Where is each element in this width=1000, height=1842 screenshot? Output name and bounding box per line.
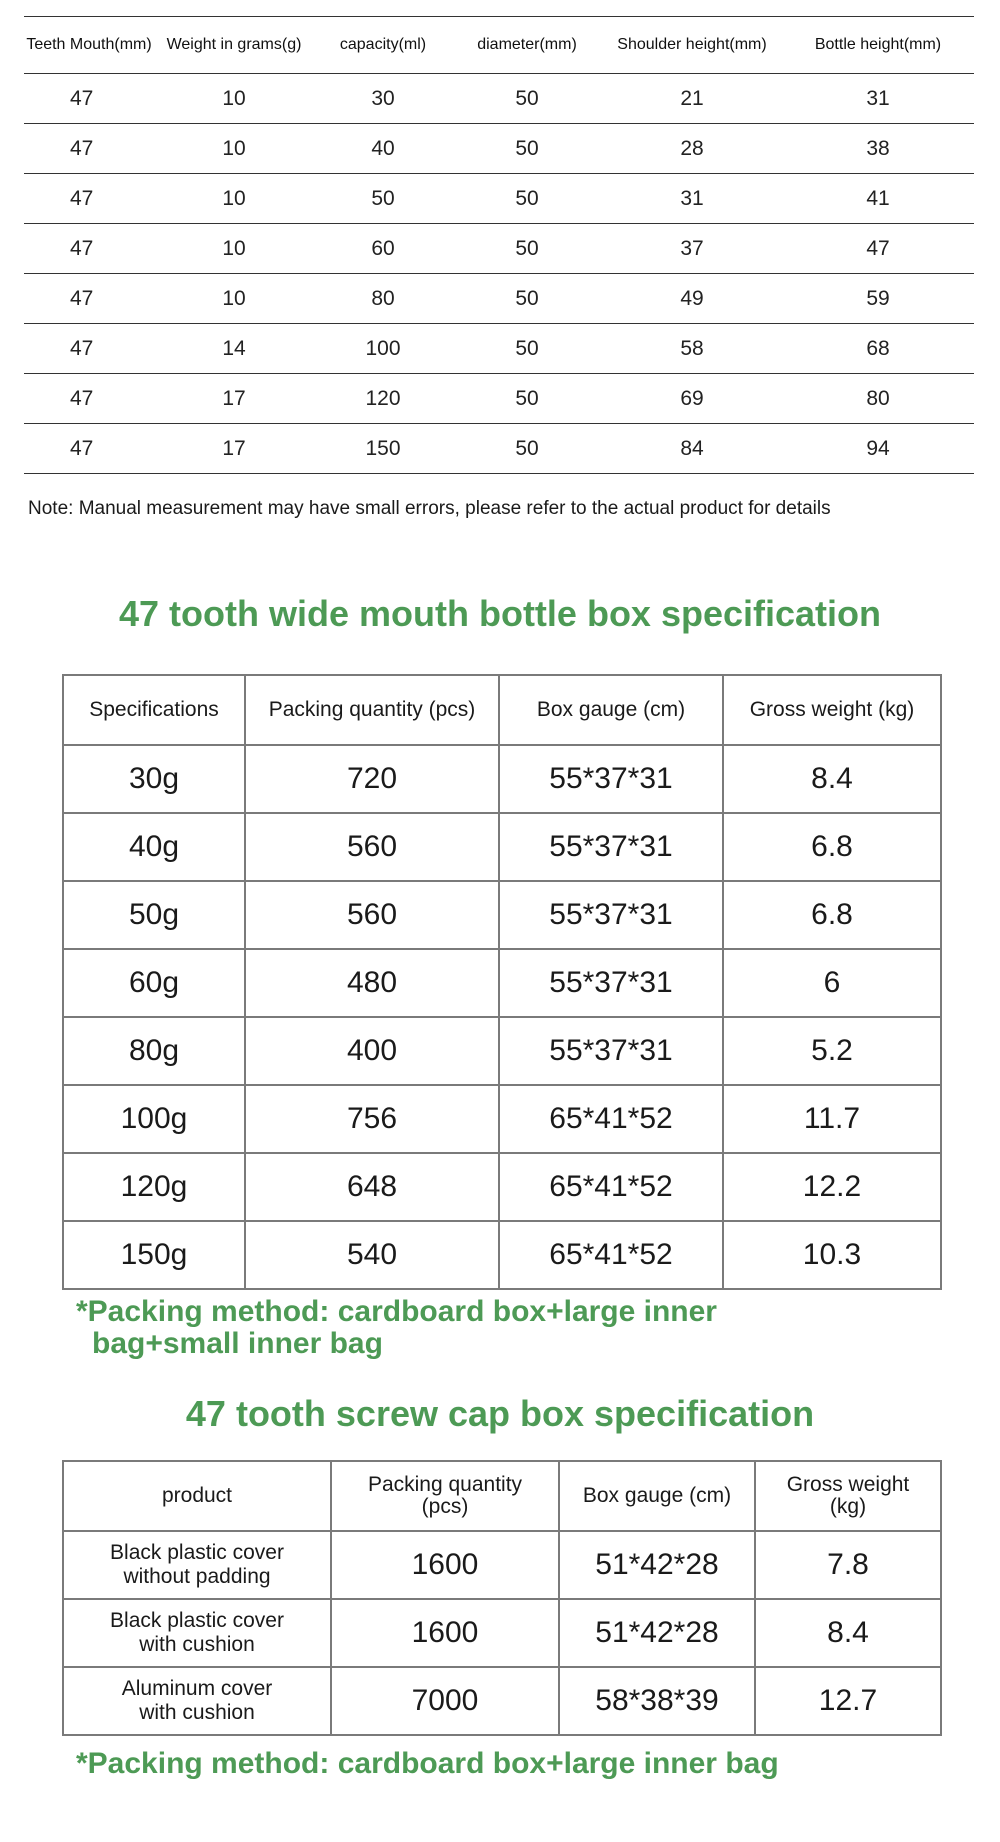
column-header: [63, 1461, 331, 1531]
table-cell: 7000: [331, 1667, 559, 1735]
table-cell: 55*37*31: [499, 949, 723, 1017]
table-cell: 150: [314, 424, 452, 474]
table-cell: 94: [782, 424, 974, 474]
table-cell: 480: [245, 949, 499, 1017]
table-cell: 68: [782, 324, 974, 374]
table-cell: 756: [245, 1085, 499, 1153]
table-cell: 47: [24, 374, 154, 424]
header-line: Box gauge (cm): [582, 1484, 732, 1507]
column-header: Specifications: [63, 675, 245, 745]
product-cell: [63, 1531, 331, 1599]
table-cell: 69: [602, 374, 782, 424]
table-row: [24, 324, 974, 374]
column-header: diameter(mm): [452, 17, 602, 74]
table-cell: 37: [602, 224, 782, 274]
table-cell: 41: [782, 174, 974, 224]
table-row: [63, 1599, 941, 1667]
table-cell: 120: [314, 374, 452, 424]
table-cell: 58*38*39: [559, 1667, 755, 1735]
table-cell: 6.8: [723, 813, 941, 881]
table-cell: 47: [24, 274, 154, 324]
table-cell: 10: [154, 224, 314, 274]
table-cell: 11.7: [723, 1085, 941, 1153]
table-cell: 31: [782, 74, 974, 124]
table-cell: 51*42*28: [559, 1599, 755, 1667]
table-header-row: [24, 17, 974, 74]
table-cell: 8.4: [723, 745, 941, 813]
table-cell: 21: [602, 74, 782, 124]
table-cell: 47: [782, 224, 974, 274]
table-cell: 55*37*31: [499, 881, 723, 949]
table-cell: 60: [314, 224, 452, 274]
product-cell: [63, 1599, 331, 1667]
table-cell: 50: [452, 124, 602, 174]
table-row: [24, 174, 974, 224]
table-cell: 10.3: [723, 1221, 941, 1289]
packing-line: bag+small inner bag: [92, 1327, 383, 1360]
column-header: Packing quantity (pcs): [245, 675, 499, 745]
table-cell: 40: [314, 124, 452, 174]
table-cell: 50: [452, 174, 602, 224]
header-line: (pcs): [421, 1495, 469, 1518]
table-cell: 14: [154, 324, 314, 374]
packing-line: *Packing method: cardboard box+large inner: [76, 1295, 717, 1328]
cap-box-table: [62, 1460, 942, 1736]
table-cell: 12.7: [755, 1667, 941, 1735]
table-cell: 65*41*52: [499, 1221, 723, 1289]
table-cell: 10: [154, 274, 314, 324]
table-cell: 47: [24, 174, 154, 224]
table-cell: 55*37*31: [499, 1017, 723, 1085]
table-cell: 55*37*31: [499, 745, 723, 813]
table-cell: 28: [602, 124, 782, 174]
table-cell: 30: [314, 74, 452, 124]
table-cell: 50g: [63, 881, 245, 949]
table-cell: 38: [782, 124, 974, 174]
product-line: with cushion: [139, 1701, 255, 1724]
cap-packing-method: *Packing method: cardboard box+large inner bag: [76, 1747, 779, 1780]
table-cell: 560: [245, 881, 499, 949]
table-row: [24, 74, 974, 124]
product-line: with cushion: [139, 1633, 255, 1656]
table-cell: 5.2: [723, 1017, 941, 1085]
table-cell: 17: [154, 374, 314, 424]
table-cell: 50: [452, 374, 602, 424]
column-header: [755, 1461, 941, 1531]
table-row: [63, 1017, 941, 1085]
header-line: Packing quantity: [367, 1473, 523, 1496]
table-cell: 100g: [63, 1085, 245, 1153]
table-row: [63, 1531, 941, 1599]
table-cell: 47: [24, 74, 154, 124]
table-cell: 50: [452, 424, 602, 474]
table-cell: 30g: [63, 745, 245, 813]
table-cell: 47: [24, 324, 154, 374]
header-line: (kg): [829, 1495, 867, 1518]
measurement-note: Note: Manual measurement may have small errors, please refer to the actual product for details: [28, 498, 831, 519]
table-cell: 58: [602, 324, 782, 374]
column-header: Teeth Mouth(mm): [24, 17, 154, 74]
table-cell: 55*37*31: [499, 813, 723, 881]
table-cell: 49: [602, 274, 782, 324]
table-cell: 10: [154, 124, 314, 174]
table-row: [63, 1153, 941, 1221]
cap-box-title: 47 tooth screw cap box specification: [185, 1393, 815, 1434]
table-row: [24, 424, 974, 474]
table-cell: 50: [452, 324, 602, 374]
table-row: [63, 1085, 941, 1153]
table-header-row: [63, 1461, 941, 1531]
table-row: [63, 745, 941, 813]
table-cell: 65*41*52: [499, 1153, 723, 1221]
table-cell: 720: [245, 745, 499, 813]
bottle-box-title: 47 tooth wide mouth bottle box specification: [118, 593, 882, 634]
table-cell: 50: [452, 224, 602, 274]
product-line: Black plastic cover: [110, 1609, 284, 1632]
table-cell: 59: [782, 274, 974, 324]
table-cell: 51*42*28: [559, 1531, 755, 1599]
product-line: without padding: [123, 1565, 271, 1588]
table-cell: 65*41*52: [499, 1085, 723, 1153]
table-cell: 8.4: [755, 1599, 941, 1667]
table-cell: 17: [154, 424, 314, 474]
column-header: capacity(ml): [314, 17, 452, 74]
table-cell: 50: [314, 174, 452, 224]
table-cell: 648: [245, 1153, 499, 1221]
table-cell: 400: [245, 1017, 499, 1085]
table-cell: 47: [24, 124, 154, 174]
table-cell: 60g: [63, 949, 245, 1017]
table-cell: 6.8: [723, 881, 941, 949]
table-cell: 80g: [63, 1017, 245, 1085]
table-cell: 100: [314, 324, 452, 374]
column-header: Shoulder height(mm): [602, 17, 782, 74]
product-line: Black plastic cover: [110, 1541, 284, 1564]
table-cell: 1600: [331, 1599, 559, 1667]
table-cell: 50: [452, 274, 602, 324]
bottle-packing-method: [76, 1296, 796, 1360]
table-cell: 80: [314, 274, 452, 324]
header-line: product: [161, 1484, 233, 1507]
table-cell: 560: [245, 813, 499, 881]
table-header-row: [63, 675, 941, 745]
bottle-dimensions-table: [24, 16, 974, 474]
product-line: Aluminum cover: [121, 1677, 273, 1700]
table-row: [63, 949, 941, 1017]
table-cell: 1600: [331, 1531, 559, 1599]
product-cell: [63, 1667, 331, 1735]
table-row: [24, 224, 974, 274]
table-row: [24, 374, 974, 424]
table-cell: 540: [245, 1221, 499, 1289]
header-line: Gross weight: [786, 1473, 910, 1496]
table-cell: 47: [24, 224, 154, 274]
table-cell: 47: [24, 424, 154, 474]
table-cell: 10: [154, 74, 314, 124]
table-cell: 40g: [63, 813, 245, 881]
table-cell: 120g: [63, 1153, 245, 1221]
table-cell: 150g: [63, 1221, 245, 1289]
table-cell: 50: [452, 74, 602, 124]
bottle-box-table: [62, 674, 942, 1290]
table-row: [24, 274, 974, 324]
table-cell: 10: [154, 174, 314, 224]
column-header: Gross weight (kg): [723, 675, 941, 745]
table-cell: 7.8: [755, 1531, 941, 1599]
table-cell: 31: [602, 174, 782, 224]
table-row: [63, 1221, 941, 1289]
column-header: Bottle height(mm): [782, 17, 974, 74]
table-cell: 6: [723, 949, 941, 1017]
table-row: [63, 881, 941, 949]
column-header: Weight in grams(g): [154, 17, 314, 74]
table-row: [63, 1667, 941, 1735]
table-row: [63, 813, 941, 881]
column-header: [331, 1461, 559, 1531]
table-cell: 12.2: [723, 1153, 941, 1221]
column-header: [559, 1461, 755, 1531]
table-cell: 84: [602, 424, 782, 474]
column-header: Box gauge (cm): [499, 675, 723, 745]
table-row: [24, 124, 974, 174]
table-cell: 80: [782, 374, 974, 424]
